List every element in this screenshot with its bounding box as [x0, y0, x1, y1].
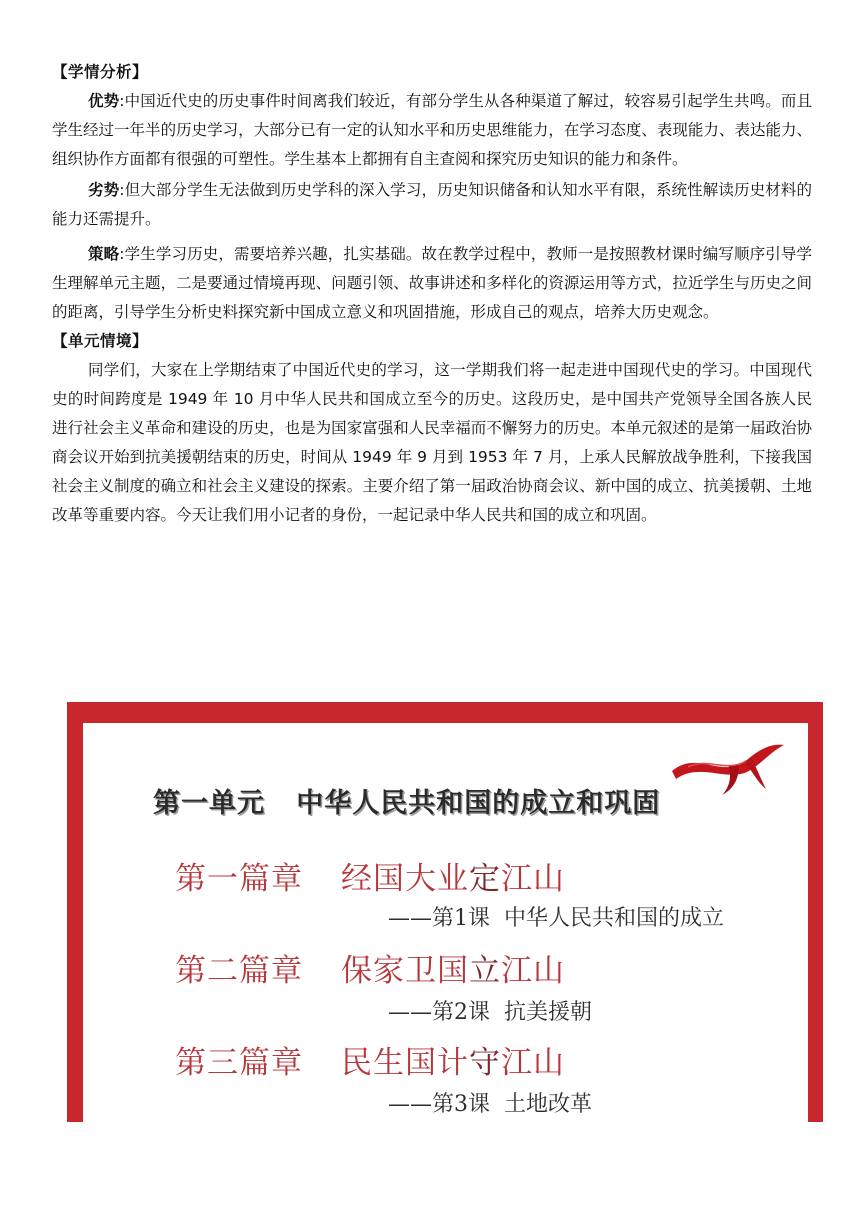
weaknesses-paragraph [52, 176, 812, 234]
weaknesses-text: :但大部分学生无法做到历史学科的深入学习，历史知识储备和认知水平有限，系统性解读历史材料的能力还需提升。 [52, 181, 812, 228]
chapter-1-title-c: 江山 [501, 861, 565, 897]
chapter-2-lesson: ——第2课 抗美援朝 [388, 1000, 592, 1025]
chapter-2-title-c: 江山 [501, 953, 565, 989]
strategy-paragraph [52, 240, 812, 327]
text-content [52, 58, 812, 530]
chapter-3-title-b: 守 [469, 1045, 501, 1081]
strengths-label: 优势 [88, 92, 120, 110]
chapter-1-title-b: 定 [469, 861, 501, 897]
unit-context-paragraph: 同学们，大家在上学期结束了中国近代史的学习，这一学期我们将一起走进中国现代史的学习。中国现代史的时间跨度是 1949 年 10 月中华人民共和国成立至今的历史。这段历史，是中国共产党领导全国各族人民进行社会主义革命和建设的历史，也是为国家富强和人民幸福而不懈努力的历史。本单元叙述的是第一届政治协商会议开始到抗美援朝结束的历史，时间从 1949 年 9 月到 1953 年 7 月，上承人民解放战争胜利，下接我国社会主义制度的确立和社会主义建设的探索。主要介绍了第一届政治协商会议、新中国的成立、抗美援朝、土地改革等重要内容。今天让我们用小记者的身份，一起记录中华人民共和国的成立和巩固。 [52, 361, 812, 524]
learning-analysis-heading: 【学情分析】 [52, 63, 149, 81]
unit-slide-image [67, 702, 823, 1122]
weaknesses-label: 劣势 [88, 181, 120, 199]
chapter-3-label: 第三篇章 [175, 1045, 303, 1081]
chapter-1-title [175, 853, 565, 898]
chapter-2-title-a: 保家卫国 [341, 953, 469, 989]
chapter-1-title-a: 经国大业 [341, 861, 469, 897]
strengths-paragraph [52, 87, 812, 174]
strategy-label: 策略 [88, 245, 120, 263]
chapter-3-title-c: 江山 [501, 1045, 565, 1081]
chapter-1-lesson: ——第1课 中华人民共和国的成立 [388, 906, 724, 931]
unit-context-heading: 【单元情境】 [52, 332, 149, 350]
red-ribbon-icon [668, 731, 786, 797]
chapter-3-title-a: 民生国计 [341, 1045, 469, 1081]
unit-title: 第一单元 中华人民共和国的成立和巩固 [153, 788, 661, 819]
strategy-text: :学生学习历史，需要培养兴趣，扎实基础。故在教学过程中，教师一是按照教材课时编写顺序引导学生理解单元主题，二是要通过情境再现、问题引领、故事讲述和多样化的资源运用等方式，拉近学生与历史之间的距离，引导学生分析史料探究新中国成立意义和巩固措施，形成自己的观点，培养大历史观念。 [52, 245, 812, 321]
strengths-text: :中国近代史的历史事件时间离我们较近，有部分学生从各种渠道了解过，较容易引起学生共鸣。而且学生经过一年半的历史学习，大部分已有一定的认知水平和历史思维能力，在学习态度、表现能力、表达能力、组织协作方面都有很强的可塑性。学生基本上都拥有自主查阅和探究历史知识的能力和条件。 [52, 92, 812, 168]
chapter-3-title [175, 1037, 565, 1082]
chapter-1-label: 第一篇章 [175, 861, 303, 897]
chapter-2-title [175, 945, 565, 990]
chapter-2-title-b: 立 [469, 953, 501, 989]
slide-canvas [83, 723, 808, 1122]
chapter-3-lesson: ——第3课 土地改革 [388, 1092, 592, 1117]
chapter-2-label: 第二篇章 [175, 953, 303, 989]
